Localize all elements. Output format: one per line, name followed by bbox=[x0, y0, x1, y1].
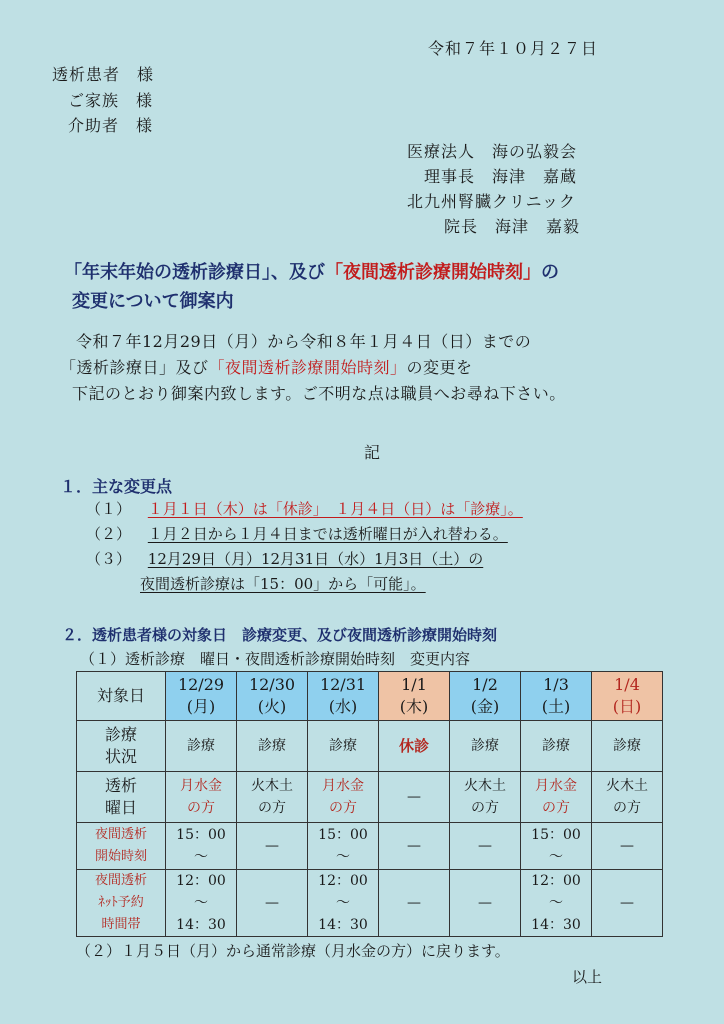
weekday-cell bbox=[521, 772, 592, 823]
night-start-cell bbox=[592, 823, 663, 870]
cell-line: 火木土 bbox=[251, 778, 293, 794]
label-line: 時間帯 bbox=[101, 917, 141, 932]
weekday-cell bbox=[308, 772, 379, 823]
cell-line: の方 bbox=[258, 800, 286, 816]
cell-line: の方 bbox=[613, 800, 641, 816]
schedule-table bbox=[76, 671, 663, 937]
intro-line1: 令和７年12月29日（月）から令和８年１月４日（日）までの bbox=[76, 332, 532, 351]
header-day: (月) bbox=[186, 697, 216, 716]
intro-line2a: 「透析診療日」及び bbox=[60, 358, 209, 377]
cell-line: 火木土 bbox=[464, 778, 506, 794]
header-day: (日) bbox=[612, 697, 642, 716]
label-line: 開始時刻 bbox=[94, 849, 147, 864]
header-col-0103 bbox=[521, 672, 592, 721]
intro-line2 bbox=[60, 355, 473, 378]
intro-line2b: 「夜間透析診療開始時刻」 bbox=[208, 358, 407, 377]
night-start-cell bbox=[237, 823, 308, 870]
header-date: 12/31 bbox=[319, 675, 367, 694]
weekday-cell bbox=[379, 772, 450, 823]
cell-line: 14：30 bbox=[531, 917, 581, 933]
row-weekday bbox=[77, 772, 663, 823]
notice-title-line2: 変更について御案内 bbox=[72, 291, 234, 312]
cell-line: の方 bbox=[542, 800, 570, 816]
status-cell: 診療 bbox=[166, 721, 237, 772]
intro-line3: 下記のとおり御案内致します。ご不明な点は職員へお尋ね下さい。 bbox=[72, 384, 566, 403]
ki-heading: 記 bbox=[364, 443, 381, 462]
section1-item3 bbox=[86, 548, 483, 569]
net-cell bbox=[379, 870, 450, 937]
addressee-family: ご家族 様 bbox=[68, 91, 154, 110]
item3-text: 12月29日（月）12月31日（水）1月3日（土）の bbox=[147, 550, 484, 568]
title-part2: 「夜間透析診療開始時刻」 bbox=[325, 262, 541, 283]
cell-line: 〜 bbox=[549, 849, 563, 865]
cell-line: — bbox=[265, 838, 279, 854]
header-day: (火) bbox=[257, 697, 287, 716]
cell-line: — bbox=[478, 838, 492, 854]
header-col-1230 bbox=[237, 672, 308, 721]
sender-org: 医療法人 海の弘毅会 bbox=[407, 142, 578, 161]
status-cell: 診療 bbox=[521, 721, 592, 772]
sender-director: 院長 海津 嘉毅 bbox=[444, 217, 581, 236]
header-col-0101 bbox=[379, 672, 450, 721]
section1-item1 bbox=[86, 498, 523, 519]
section2-heading: ２．透析患者様の対象日 診療変更、及び夜間透析診療開始時刻 bbox=[62, 626, 498, 644]
header-col-1231 bbox=[308, 672, 379, 721]
sender-clinic: 北九州腎臓クリニック bbox=[407, 192, 577, 211]
section1-item3-line2: 夜間透析診療は「15：00」から「可能」。 bbox=[140, 575, 426, 593]
night-start-cell bbox=[166, 823, 237, 870]
header-date: 12/29 bbox=[177, 675, 225, 694]
cell-line: — bbox=[478, 895, 492, 911]
label-line: 曜日 bbox=[104, 798, 137, 817]
header-date: 1/1 bbox=[401, 675, 427, 694]
cell-line: 〜 bbox=[194, 895, 208, 911]
header-day: (土) bbox=[541, 697, 571, 716]
status-cell: 診療 bbox=[592, 721, 663, 772]
cell-line: 12：00 bbox=[531, 873, 581, 889]
row-label-night-start bbox=[77, 823, 166, 870]
header-day: (金) bbox=[470, 697, 500, 716]
cell-line: 月水金 bbox=[535, 778, 577, 794]
label-line: ﾈｯﾄ予約 bbox=[98, 895, 144, 910]
night-start-cell bbox=[521, 823, 592, 870]
notice-title bbox=[64, 258, 559, 284]
net-cell bbox=[450, 870, 521, 937]
header-col-0102 bbox=[450, 672, 521, 721]
header-day: (水) bbox=[328, 697, 358, 716]
cell-line: 14：30 bbox=[318, 917, 368, 933]
status-cell: 診療 bbox=[450, 721, 521, 772]
net-cell bbox=[308, 870, 379, 937]
addressee-caregivers: 介助者 様 bbox=[68, 116, 154, 135]
closing-ijou: 以上 bbox=[572, 968, 603, 986]
note-return-normal: （２）１月５日（月）から通常診療（月水金の方）に戻ります。 bbox=[76, 942, 510, 960]
cell-line: 15：00 bbox=[318, 827, 368, 843]
table-header-row bbox=[77, 672, 663, 721]
cell-line: — bbox=[620, 895, 634, 911]
title-part1: 「年末年始の透析診療日」、及び bbox=[64, 262, 325, 283]
item3-num: （３） bbox=[86, 550, 132, 568]
header-col-1229 bbox=[166, 672, 237, 721]
label-line: 診療 bbox=[104, 725, 137, 744]
row-label-net-booking bbox=[77, 870, 166, 937]
cell-line: の方 bbox=[329, 800, 357, 816]
net-cell bbox=[592, 870, 663, 937]
cell-line: — bbox=[265, 895, 279, 911]
cell-line: 火木土 bbox=[606, 778, 648, 794]
row-label-status bbox=[77, 721, 166, 772]
intro-line2c: の変更を bbox=[406, 358, 473, 377]
item1-text: １月１日（木）は「休診」 １月４日（日）は「診療」。 bbox=[147, 500, 523, 518]
document-date: 令和７年１０月２７日 bbox=[428, 39, 599, 58]
cell-line: 〜 bbox=[336, 849, 350, 865]
cell-line: 14：30 bbox=[176, 917, 226, 933]
net-cell bbox=[166, 870, 237, 937]
weekday-cell bbox=[237, 772, 308, 823]
net-cell bbox=[521, 870, 592, 937]
weekday-cell bbox=[166, 772, 237, 823]
cell-line: — bbox=[407, 838, 421, 854]
cell-line: 月水金 bbox=[180, 778, 222, 794]
item2-text: １月２日から１月４日までは透析曜日が入れ替わる。 bbox=[147, 525, 508, 543]
cell-line: 15：00 bbox=[531, 827, 581, 843]
section1-heading: １．主な変更点 bbox=[60, 477, 173, 496]
cell-line: の方 bbox=[187, 800, 215, 816]
addressee-patients: 透析患者 様 bbox=[52, 65, 155, 84]
status-cell: 診療 bbox=[308, 721, 379, 772]
header-day: (木) bbox=[399, 697, 429, 716]
cell-line: — bbox=[620, 838, 634, 854]
section1-item2 bbox=[86, 523, 508, 544]
weekday-cell bbox=[450, 772, 521, 823]
label-line: 夜間透析 bbox=[94, 827, 147, 842]
night-start-cell bbox=[379, 823, 450, 870]
row-status bbox=[77, 721, 663, 772]
cell-line: の方 bbox=[471, 800, 499, 816]
title-part3: の bbox=[541, 262, 559, 283]
cell-line: — bbox=[407, 789, 421, 805]
cell-line: 12：00 bbox=[176, 873, 226, 889]
sender-chairman: 理事長 海津 嘉蔵 bbox=[424, 167, 578, 186]
cell-line: 〜 bbox=[194, 849, 208, 865]
label-line: 透析 bbox=[104, 776, 137, 795]
header-date: 1/2 bbox=[472, 675, 498, 694]
row-night-start bbox=[77, 823, 663, 870]
net-cell bbox=[237, 870, 308, 937]
cell-line: 15：00 bbox=[176, 827, 226, 843]
label-line: 状況 bbox=[104, 747, 137, 766]
cell-line: 〜 bbox=[549, 895, 563, 911]
header-date: 1/3 bbox=[543, 675, 569, 694]
section2-subheading: （１）透析診療 曜日・夜間透析診療開始時刻 変更内容 bbox=[80, 650, 471, 668]
label-line: 夜間透析 bbox=[94, 873, 147, 888]
cell-line: 月水金 bbox=[322, 778, 364, 794]
status-cell: 診療 bbox=[237, 721, 308, 772]
status-cell-closed: 休診 bbox=[379, 721, 450, 772]
header-date: 1/4 bbox=[614, 675, 640, 694]
cell-line: 〜 bbox=[336, 895, 350, 911]
night-start-cell bbox=[308, 823, 379, 870]
header-corner: 対象日 bbox=[77, 672, 166, 721]
cell-line: 12：00 bbox=[318, 873, 368, 889]
item1-num: （１） bbox=[86, 500, 132, 518]
weekday-cell bbox=[592, 772, 663, 823]
row-net-booking bbox=[77, 870, 663, 937]
row-label-weekday bbox=[77, 772, 166, 823]
item2-num: （２） bbox=[86, 525, 132, 543]
header-col-0104 bbox=[592, 672, 663, 721]
night-start-cell bbox=[450, 823, 521, 870]
header-date: 12/30 bbox=[248, 675, 296, 694]
cell-line: — bbox=[407, 895, 421, 911]
